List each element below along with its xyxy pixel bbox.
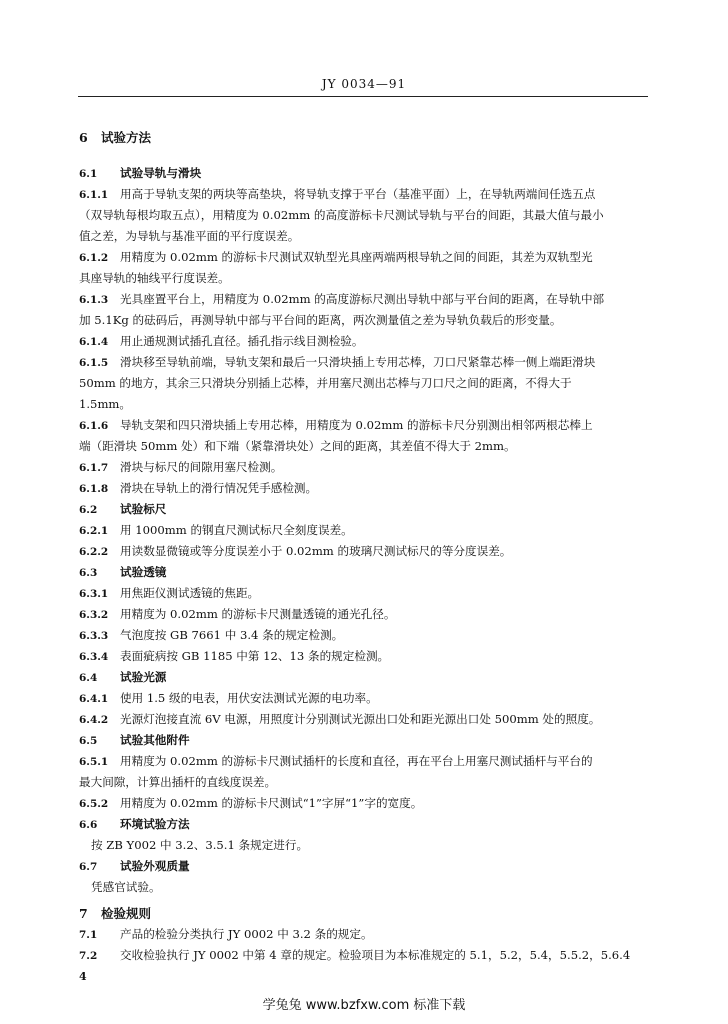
section-heading-7 [79,904,151,922]
clause-6-2-2: 6.2.2 用读数显微镜或等分度误差小于 0.02mm 的玻璃尺测试标尺的等分度误差。 [79,544,512,558]
clause-6-1-8: 6.1.8 滑块在导轨上的滑行情况凭手感检测。 [79,481,318,495]
clause-6-6: 6.6 环境试验方法 [79,817,190,831]
clause-6-6-body: 按 ZB Y002 中 3.2、3.5.1 条规定进行。 [91,838,309,852]
clause-6-7-body: 凭感官试验。 [91,880,161,894]
clause-6-2-1: 6.2.1 用 1000mm 的钢直尺测试标尺全刻度误差。 [79,523,353,537]
clause-6-4-1: 6.4.1 使用 1.5 级的电表，用伏安法测试光源的电功率。 [79,691,378,705]
section-number: 7 [79,906,88,921]
clause-6-3-1: 6.3.1 用焦距仪测试透镜的焦距。 [79,586,260,600]
footer-watermark: 学兔兔 www.bzfxw.com 标准下载 [262,998,466,1013]
section-title: 检验规则 [101,906,152,921]
clause-6-5-2: 6.5.2 用精度为 0.02mm 的游标卡尺测试“1”字屏“1”字的宽度。 [79,796,423,810]
clause-6-1-5-cont: 50mm 的地方，其余三只滑块分别插上芯棒，并用塞尺测出芯棒与刀口尺之间的距离，不得大于 [79,376,572,390]
page-number: 4 [79,970,87,983]
clause-6-7: 6.7 试验外观质量 [79,859,190,873]
clause-6-1: 6.1 试验导轨与滑块 [79,166,202,180]
clause-6-1-3-cont: 加 5.1Kg 的砝码后，再测导轨中部与平台间的距离，两次测量值之差为导轨负载后的形变量。 [79,313,562,327]
section-number: 6 [79,130,88,145]
clause-6-1-5: 6.1.5 滑块移至导轨前端，导轨支架和最后一只滑块插上专用芯棒，刀口尺紧靠芯棒一侧上端距滑块 [79,355,596,369]
section-title: 试验方法 [101,130,152,145]
clause-6-1-1-cont2: 值之差，为导轨与基准平面的平行度误差。 [79,229,300,243]
clause-6-1-4: 6.1.4 用止通规测试插孔直径。插孔指示线目测检验。 [79,334,364,348]
clause-6-1-3: 6.1.3 光具座置平台上，用精度为 0.02mm 的高度游标尺测出导轨中部与平台间的距离，在导轨中部 [79,292,605,306]
clause-6-1-1: 6.1.1 用高于导轨支架的两块等高垫块，将导轨支撑于平台（基准平面）上，在导轨两端间任选五点 [79,187,596,201]
section-heading-6 [79,128,151,146]
clause-6-1-1-cont: （双导轨每根均取五点），用精度为 0.02mm 的高度游标卡尺测试导轨与平台的间距，其最大值与最小 [79,208,604,222]
clause-6-4: 6.4 试验光源 [79,670,167,684]
clause-6-3: 6.3 试验透镜 [79,565,167,579]
clause-6-1-6: 6.1.6 导轨支架和四只滑块插上专用芯棒，用精度为 0.02mm 的游标卡尺分别测出相邻两根芯棒上 [79,418,593,432]
clause-6-4-2: 6.4.2 光源灯泡接直流 6V 电源，用照度计分别测试光源出口处和距光源出口处 500mm 处的照度。 [79,712,601,726]
clause-6-2: 6.2 试验标尺 [79,502,167,516]
clause-6-1-2: 6.1.2 用精度为 0.02mm 的游标卡尺测试双轨型光具座两端两根导轨之间的间距，其差为双轨型光 [79,250,593,264]
clause-6-3-3: 6.3.3 气泡度按 GB 7661 中 3.4 条的规定检测。 [79,628,344,642]
header-divider [78,96,648,97]
clause-6-1-5-cont2: 1.5mm。 [79,397,132,411]
clause-7-1: 7.1 产品的检验分类执行 JY 0002 中 3.2 条的规定。 [79,927,373,941]
clause-6-1-2-cont: 具座导轨的轴线平行度误差。 [79,271,230,285]
clause-6-3-4: 6.3.4 表面疵病按 GB 1185 中第 12、13 条的规定检测。 [79,649,390,663]
clause-6-5-1: 6.5.1 用精度为 0.02mm 的游标卡尺测试插杆的长度和直径，再在平台上用塞尺测试插杆与平台的 [79,754,593,768]
clause-7-2: 7.2 交收检验执行 JY 0002 中第 4 章的规定。检验项目为本标准规定的 5.1，5.2，5.4，5.5.2，5.6.4 [79,948,631,962]
clause-6-5-1-cont: 最大间隙，计算出插杆的直线度误差。 [79,775,277,789]
page-header: JY 0034—91 [321,77,407,91]
clause-6-1-6-cont: 端（距滑块 50mm 处）和下端（紧靠滑块处）之间的距离，其差值不得大于 2mm。 [79,439,516,453]
clause-6-1-7: 6.1.7 滑块与标尺的间隙用塞尺检测。 [79,460,283,474]
clause-6-3-2: 6.3.2 用精度为 0.02mm 的游标卡尺测量透镜的通光孔径。 [79,607,396,621]
clause-6-5: 6.5 试验其他附件 [79,733,190,747]
